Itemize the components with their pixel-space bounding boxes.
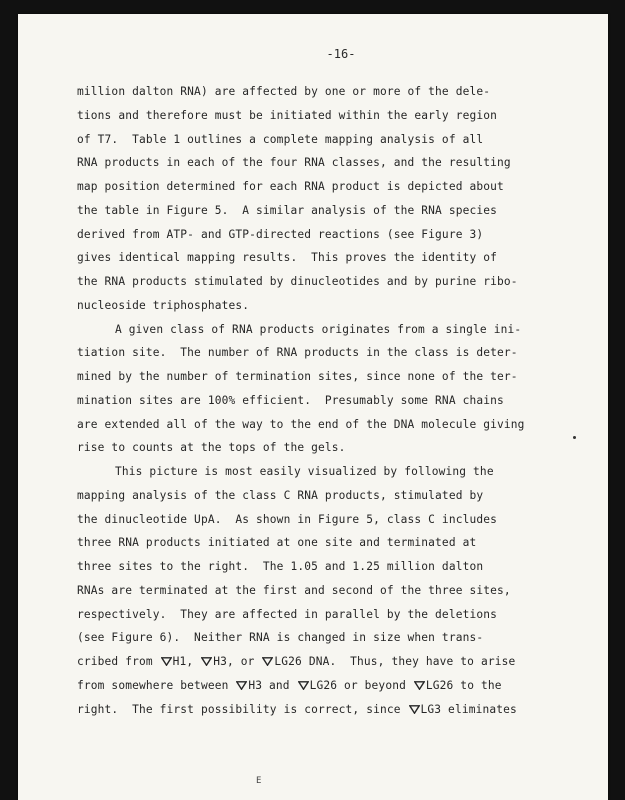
- text-segment: from somewhere between: [77, 678, 236, 692]
- text-line: mapping analysis of the class C RNA products, stimulated by: [77, 488, 484, 502]
- delta-triangle-icon: [409, 705, 420, 714]
- text-line: rise to counts at the tops of the gels.: [77, 441, 346, 455]
- page-number: -16-: [326, 47, 356, 61]
- text-line: This picture is most easily visualized by following the: [115, 465, 494, 478]
- text-line: of T7. Table 1 outlines a complete mapping analysis of all: [77, 132, 484, 146]
- text-line: the RNA products stimulated by dinucleotides and by purine ribo-: [77, 275, 518, 288]
- delta-triangle-icon: [161, 657, 172, 666]
- text-line: three RNA products initiated at one site and terminated at: [77, 536, 477, 550]
- text-line: mined by the number of termination sites, since none of the ter-: [77, 370, 518, 383]
- delta-triangle-icon: [201, 657, 212, 666]
- text-segment: H1,: [172, 655, 201, 668]
- text-line: respectively. They are affected in parallel by the deletions: [77, 607, 498, 621]
- text-line: million dalton RNA) are affected by one or more of the dele-: [77, 85, 491, 98]
- body-text: [77, 80, 577, 721]
- page-bottom-mark: E: [256, 776, 262, 786]
- text-segment: H3 and: [248, 678, 297, 692]
- delta-triangle-icon: [298, 681, 309, 690]
- scan-speck: [573, 436, 576, 439]
- text-line: tions and therefore must be initiated within the early region: [77, 108, 498, 122]
- delta-triangle-icon: [262, 657, 273, 666]
- text-segment: LG26 DNA. Thus, they have to arise: [274, 655, 516, 668]
- text-segment: LG3 eliminates: [420, 702, 517, 716]
- delta-triangle-icon: [236, 681, 247, 690]
- text-line: derived from ATP- and GTP-directed reactions (see Figure 3): [77, 227, 484, 241]
- text-line: three sites to the right. The 1.05 and 1.25 million dalton: [77, 560, 484, 573]
- text-line: gives identical mapping results. This proves the identity of: [77, 251, 498, 265]
- delta-triangle-icon: [414, 681, 425, 690]
- text-line-with-symbols: [77, 674, 577, 698]
- text-line: nucleoside triphosphates.: [77, 298, 250, 312]
- text-segment: LG26 or beyond: [309, 678, 413, 692]
- text-line: mination sites are 100% efficient. Presumably some RNA chains: [77, 393, 504, 407]
- text-line: the dinucleotide UpA. As shown in Figure 5, class C includes: [77, 512, 498, 526]
- text-segment: right. The first possibility is correct, since: [77, 702, 408, 716]
- text-line-with-symbols: [77, 650, 577, 674]
- text-line: are extended all of the way to the end of the DNA molecule giving: [77, 417, 525, 431]
- document-page: [18, 14, 608, 800]
- text-segment: cribed from: [77, 655, 160, 668]
- text-line: RNAs are terminated at the first and second of the three sites,: [77, 583, 511, 597]
- text-line-with-symbols: [77, 698, 577, 722]
- text-segment: LG26 to the: [425, 678, 502, 692]
- text-segment: H3, or: [213, 655, 262, 668]
- text-line: tiation site. The number of RNA products in the class is deter-: [77, 346, 518, 360]
- text-line: map position determined for each RNA product is depicted about: [77, 180, 504, 193]
- text-line: (see Figure 6). Neither RNA is changed in size when trans-: [77, 631, 484, 645]
- text-line: the table in Figure 5. A similar analysis of the RNA species: [77, 203, 498, 217]
- text-line: RNA products in each of the four RNA classes, and the resulting: [77, 156, 511, 170]
- text-line: A given class of RNA products originates from a single ini-: [115, 322, 522, 336]
